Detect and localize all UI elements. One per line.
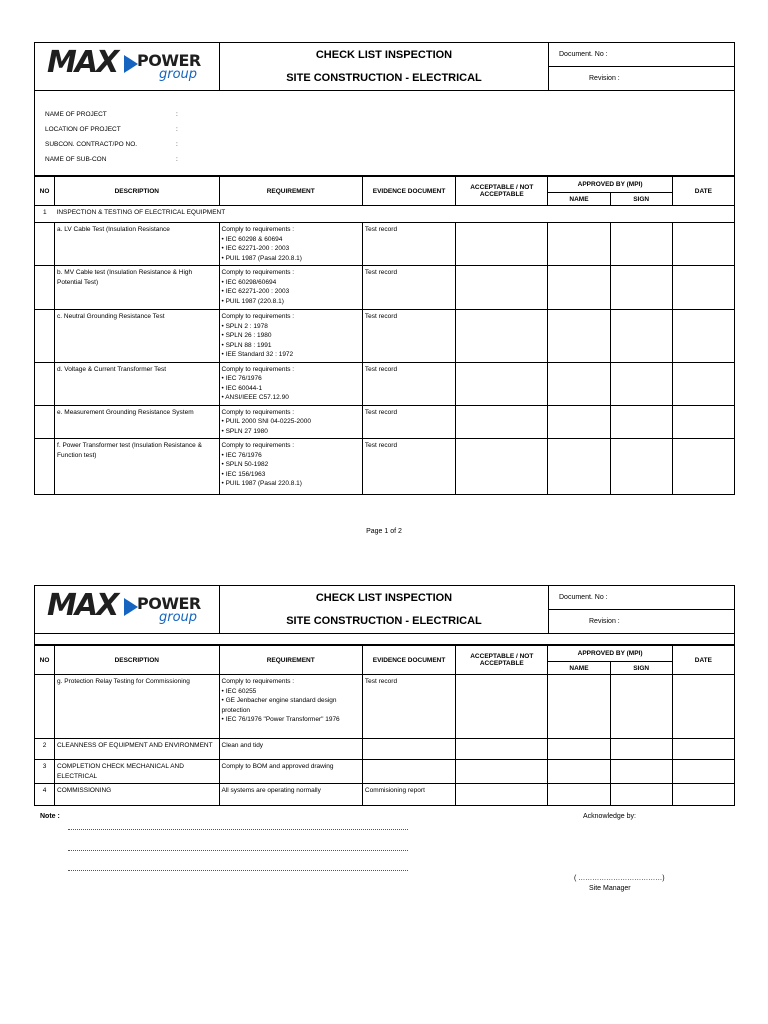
section-title: INSPECTION & TESTING OF ELECTRICAL EQUIPMENT <box>55 206 735 223</box>
revision: Revision : <box>549 67 735 91</box>
item-evidence <box>362 739 455 760</box>
item-number: 4 <box>35 784 55 806</box>
item-description: b. MV Cable test (Insulation Resistance & High Potential Test) <box>55 266 219 310</box>
logo-max-text: MAX <box>47 588 118 623</box>
requirement-standard: • IEC 62271-200 : 2003 <box>221 288 290 295</box>
subcon-contract-row: SUBCON. CONTRACT/PO NO. : <box>45 141 178 148</box>
acceptable-cell[interactable] <box>456 760 548 784</box>
requirement-standard: • IEC 156/1963 <box>221 470 266 478</box>
item-requirement <box>219 362 362 405</box>
date-cell[interactable] <box>672 739 734 760</box>
logo-max-text: MAX <box>47 45 118 80</box>
col-description: DESCRIPTION <box>55 646 219 675</box>
col-sign: SIGN <box>610 193 672 206</box>
name-cell[interactable] <box>548 266 610 310</box>
requirement-title: Comply to requirements : <box>221 313 295 320</box>
table-row <box>35 405 735 439</box>
item-requirement <box>219 675 362 739</box>
acceptable-cell[interactable] <box>456 405 548 439</box>
table-row <box>35 310 735 363</box>
table-row <box>35 439 735 495</box>
col-acceptable: ACCEPTABLE / NOT ACCEPTABLE <box>456 177 548 206</box>
name-cell[interactable] <box>548 739 610 760</box>
acceptable-cell[interactable] <box>456 439 548 495</box>
sign-cell[interactable] <box>610 439 672 495</box>
requirement-title: Comply to requirements : <box>221 226 295 233</box>
title-cell <box>220 586 549 634</box>
inspection-table <box>34 176 735 495</box>
col-sign: SIGN <box>610 662 672 675</box>
subcon-name-row: NAME OF SUB-CON : <box>45 156 178 163</box>
requirement-standard: • IEC 60044-1 <box>221 384 263 392</box>
sign-cell[interactable] <box>610 675 672 739</box>
document-subtitle: SITE CONSTRUCTION - ELECTRICAL <box>286 614 482 627</box>
maxpower-logo <box>47 588 207 628</box>
table-row <box>35 362 735 405</box>
logo-group-text: group <box>159 67 198 82</box>
note-line-1[interactable] <box>68 829 408 830</box>
col-date: DATE <box>672 646 734 675</box>
sign-cell[interactable] <box>610 760 672 784</box>
document-title: CHECK LIST INSPECTION <box>315 591 453 604</box>
col-date: DATE <box>672 177 734 206</box>
item-number <box>35 223 55 266</box>
document-number: Document. No : <box>549 43 735 67</box>
requirement-standard: • IEC 60298/60694 <box>221 278 277 286</box>
requirement-standard: • PUIL 1987 (220.8.1) <box>221 297 284 305</box>
requirement-standard: • SPLN 88 : 1991 <box>221 341 272 349</box>
section-number: 1 <box>35 206 55 223</box>
sign-cell[interactable] <box>610 310 672 363</box>
document-subtitle: SITE CONSTRUCTION - ELECTRICAL <box>286 71 482 84</box>
date-cell[interactable] <box>672 223 734 266</box>
requirement-standard: • IEC 62271-200 : 2003 <box>221 245 290 252</box>
requirement-standard: • SPLN 2 : 1978 <box>221 322 268 330</box>
name-cell[interactable] <box>548 310 610 363</box>
item-requirement <box>219 310 362 363</box>
logo-power-text: POWER <box>137 594 201 613</box>
col-name: NAME <box>548 193 610 206</box>
table-row <box>35 760 735 784</box>
maxpower-logo <box>47 45 207 85</box>
item-description: g. Protection Relay Testing for Commissioning <box>55 675 219 739</box>
date-cell[interactable] <box>672 675 734 739</box>
signature-line[interactable]: ( ………………………………) <box>574 875 665 882</box>
logo-power-text: POWER <box>137 51 201 70</box>
acceptable-cell[interactable] <box>456 223 548 266</box>
note-line-3[interactable] <box>68 870 408 871</box>
requirement-standard: • IEC 76/1976 <box>221 451 262 459</box>
item-description: d. Voltage & Current Transformer Test <box>55 362 219 405</box>
requirement-standard: • IEE Standard 32 : 1972 <box>221 351 294 358</box>
item-requirement <box>219 784 362 806</box>
col-evidence: EVIDENCE DOCUMENT <box>362 646 455 675</box>
name-cell[interactable] <box>548 760 610 784</box>
sign-cell[interactable] <box>610 784 672 806</box>
requirement-standard: • PUIL 1987 (Pasal 220.8.1) <box>221 480 302 487</box>
requirement-standard: • PUIL 2000 SNI 04-0225-2000 <box>221 418 311 425</box>
item-evidence: Test record <box>362 362 455 405</box>
item-description: f. Power Transformer test (Insulation Resistance & Function test) <box>55 439 219 495</box>
title-cell <box>220 43 549 91</box>
sign-cell[interactable] <box>610 223 672 266</box>
spacer-row <box>34 634 735 645</box>
item-number <box>35 675 55 739</box>
logo-cell <box>35 586 220 634</box>
col-name: NAME <box>548 662 610 675</box>
acknowledge-label: Acknowledge by: <box>583 813 636 820</box>
item-evidence: Commisioning report <box>362 784 455 806</box>
logo-arrow-icon <box>124 55 138 73</box>
logo-group-text: group <box>159 610 198 625</box>
col-description: DESCRIPTION <box>55 177 219 206</box>
inspection-table-2 <box>34 645 735 806</box>
sign-cell[interactable] <box>610 405 672 439</box>
document-header <box>34 42 735 91</box>
requirement-title: Comply to requirements : <box>221 365 295 373</box>
requirement-title: Comply to requirements : <box>221 678 295 685</box>
item-evidence: Test record <box>362 439 455 495</box>
item-number <box>35 439 55 495</box>
item-requirement <box>219 223 362 266</box>
col-no: NO <box>35 646 55 675</box>
requirement-standard: • PUIL 1987 (Pasal 220.8.1) <box>221 254 302 262</box>
note-label: Note : <box>40 813 60 820</box>
requirement-standard: • SPLN 26 : 1980 <box>221 332 272 339</box>
item-number: 2 <box>35 739 55 760</box>
name-cell[interactable] <box>548 439 610 495</box>
acceptable-cell[interactable] <box>456 310 548 363</box>
requirement-title: Comply to requirements : <box>221 408 295 416</box>
item-requirement <box>219 266 362 310</box>
sign-cell[interactable] <box>610 266 672 310</box>
date-cell[interactable] <box>672 362 734 405</box>
document-number: Document. No : <box>549 586 735 610</box>
item-description: COMPLETION CHECK MECHANICAL AND ELECTRICAL <box>55 760 219 784</box>
name-cell[interactable] <box>548 675 610 739</box>
table-header-row <box>35 177 735 193</box>
requirement-title: Comply to requirements : <box>221 269 295 276</box>
item-evidence: Test record <box>362 310 455 363</box>
sign-cell[interactable] <box>610 739 672 760</box>
item-requirement <box>219 439 362 495</box>
document-title: CHECK LIST INSPECTION <box>315 48 453 61</box>
requirement-title: Comply to BOM and approved drawing <box>221 763 334 770</box>
date-cell[interactable] <box>672 760 734 784</box>
table-row <box>35 784 735 806</box>
acceptable-cell[interactable] <box>456 739 548 760</box>
table-row <box>35 739 735 760</box>
requirement-standard: • SPLN 27 1980 <box>221 427 268 435</box>
requirement-standard: • GE Jenbacher engine standard design protection <box>221 697 337 714</box>
notes-section <box>40 813 730 903</box>
checklist-page-2 <box>34 585 735 806</box>
item-number <box>35 362 55 405</box>
item-requirement <box>219 739 362 760</box>
section-row <box>35 206 735 223</box>
item-number: 3 <box>35 760 55 784</box>
name-cell[interactable] <box>548 405 610 439</box>
item-description: c. Neutral Grounding Resistance Test <box>55 310 219 363</box>
note-line-2[interactable] <box>68 850 408 851</box>
checklist-page-1 <box>34 42 735 495</box>
project-location-row: LOCATION OF PROJECT : <box>45 126 178 133</box>
col-requirement: REQUIREMENT <box>219 646 362 675</box>
name-cell[interactable] <box>548 362 610 405</box>
item-description: e. Measurement Grounding Resistance System <box>55 405 219 439</box>
table-row <box>35 675 735 739</box>
acceptable-cell[interactable] <box>456 362 548 405</box>
col-requirement: REQUIREMENT <box>219 177 362 206</box>
date-cell[interactable] <box>672 784 734 806</box>
requirement-standard: • IEC 76/1976 "Power Transformer" 1976 <box>221 716 340 723</box>
col-no: NO <box>35 177 55 206</box>
page-number: Page 1 of 2 <box>366 528 402 535</box>
table-header-row <box>35 646 735 662</box>
name-cell[interactable] <box>548 784 610 806</box>
acceptable-cell[interactable] <box>456 675 548 739</box>
date-cell[interactable] <box>672 310 734 363</box>
requirement-standard: • IEC 76/1976 <box>221 375 262 382</box>
item-description: a. LV Cable Test (Insulation Resistance <box>55 223 219 266</box>
item-description: COMMISSIONING <box>55 784 219 806</box>
item-evidence: Test record <box>362 266 455 310</box>
project-name-row: NAME OF PROJECT : <box>45 111 178 118</box>
requirement-standard: • IEC 60255 <box>221 687 257 695</box>
requirement-standard: • ANSI/IEEE C57.12.90 <box>221 394 289 401</box>
item-description: CLEANNESS OF EQUIPMENT AND ENVIRONMENT <box>55 739 219 760</box>
logo-arrow-icon <box>124 598 138 616</box>
item-requirement <box>219 760 362 784</box>
date-cell[interactable] <box>672 405 734 439</box>
date-cell[interactable] <box>672 439 734 495</box>
item-evidence <box>362 760 455 784</box>
col-approved-by: APPROVED BY (MPI) <box>548 177 672 193</box>
table-row <box>35 266 735 310</box>
requirement-title: Comply to requirements : <box>221 442 295 449</box>
item-evidence: Test record <box>362 223 455 266</box>
acceptable-cell[interactable] <box>456 784 548 806</box>
item-requirement <box>219 405 362 439</box>
col-evidence: EVIDENCE DOCUMENT <box>362 177 455 206</box>
document-header-2 <box>34 585 735 634</box>
requirement-standard: • IEC 60298 & 60694 <box>221 235 283 243</box>
acceptable-cell[interactable] <box>456 266 548 310</box>
name-cell[interactable] <box>548 223 610 266</box>
col-approved-by: APPROVED BY (MPI) <box>548 646 672 662</box>
sign-cell[interactable] <box>610 362 672 405</box>
requirement-standard: • SPLN 50-1982 <box>221 461 269 468</box>
date-cell[interactable] <box>672 266 734 310</box>
requirement-title: All systems are operating normally <box>221 787 321 794</box>
project-info <box>34 91 735 176</box>
col-acceptable: ACCEPTABLE / NOT ACCEPTABLE <box>456 646 548 675</box>
item-evidence: Test record <box>362 405 455 439</box>
logo-cell <box>35 43 220 91</box>
revision: Revision : <box>549 610 735 634</box>
item-number <box>35 266 55 310</box>
site-manager-label: Site Manager <box>589 885 631 892</box>
requirement-title: Clean and tidy <box>221 742 264 749</box>
item-evidence: Test record <box>362 675 455 739</box>
item-number <box>35 405 55 439</box>
item-number <box>35 310 55 363</box>
table-row <box>35 223 735 266</box>
